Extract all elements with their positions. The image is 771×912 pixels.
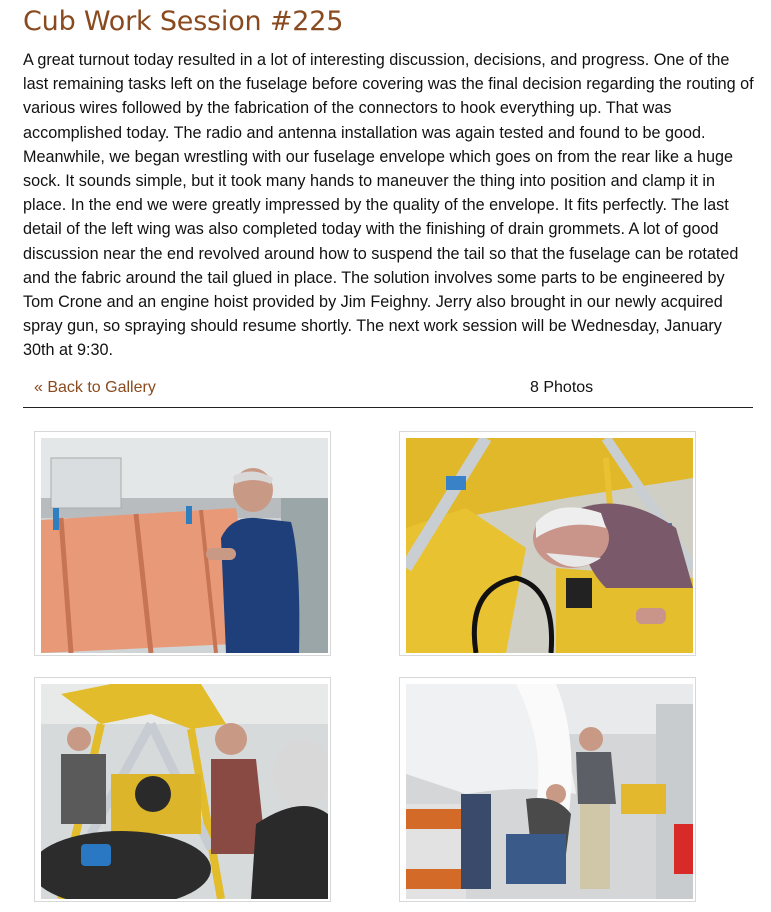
photo-count: 8 Photos bbox=[530, 379, 594, 396]
page-title: Cub Work Session #225 bbox=[23, 6, 344, 37]
back-to-gallery-link[interactable]: « Back to Gallery bbox=[34, 379, 156, 396]
photo-image-4 bbox=[406, 684, 693, 899]
photo-thumbnail-4[interactable] bbox=[399, 677, 696, 902]
photo-image-1 bbox=[41, 438, 328, 653]
session-description: A great turnout today resulted in a lot of interesting discussion, decisions, and progress. One of the last remaining tasks left on the fuselage before covering was the final decision regarding the routing of various wires followed by the fabrication of the connectors to hook everything up. That was accomplished today. The radio and antenna installation was again tested and found to be good. Meanwhile, we began wrestling with our fuselage envelope which goes on from the rear like a huge sock. It sounds simple, but it took many hands to maneuver the thing into position and clamp it in place. In the end we were greatly impressed by the quality of the envelope. It fits perfectly. The last detail of the left wing was also completed today with the finishing of drain grommets. A lot of good discussion near the end revolved around how to suspend the tail so that the fuselage can be rotated and the fabric around the tail glued in place. The solution involves some parts to be engineered by Tom Crone and an engine hoist provided by Jim Feighny. Jerry also brought in our newly acquired spray gun, so spraying should resume shortly. The next work session will be Wednesday, January 30th at 9:30. bbox=[23, 51, 754, 360]
photo-thumbnail-3[interactable] bbox=[34, 677, 331, 902]
photo-thumbnail-2[interactable] bbox=[399, 431, 696, 656]
gallery-nav bbox=[23, 379, 753, 408]
photo-thumbnail-1[interactable] bbox=[34, 431, 331, 656]
photo-image-3 bbox=[41, 684, 328, 899]
photo-image-2 bbox=[406, 438, 693, 653]
